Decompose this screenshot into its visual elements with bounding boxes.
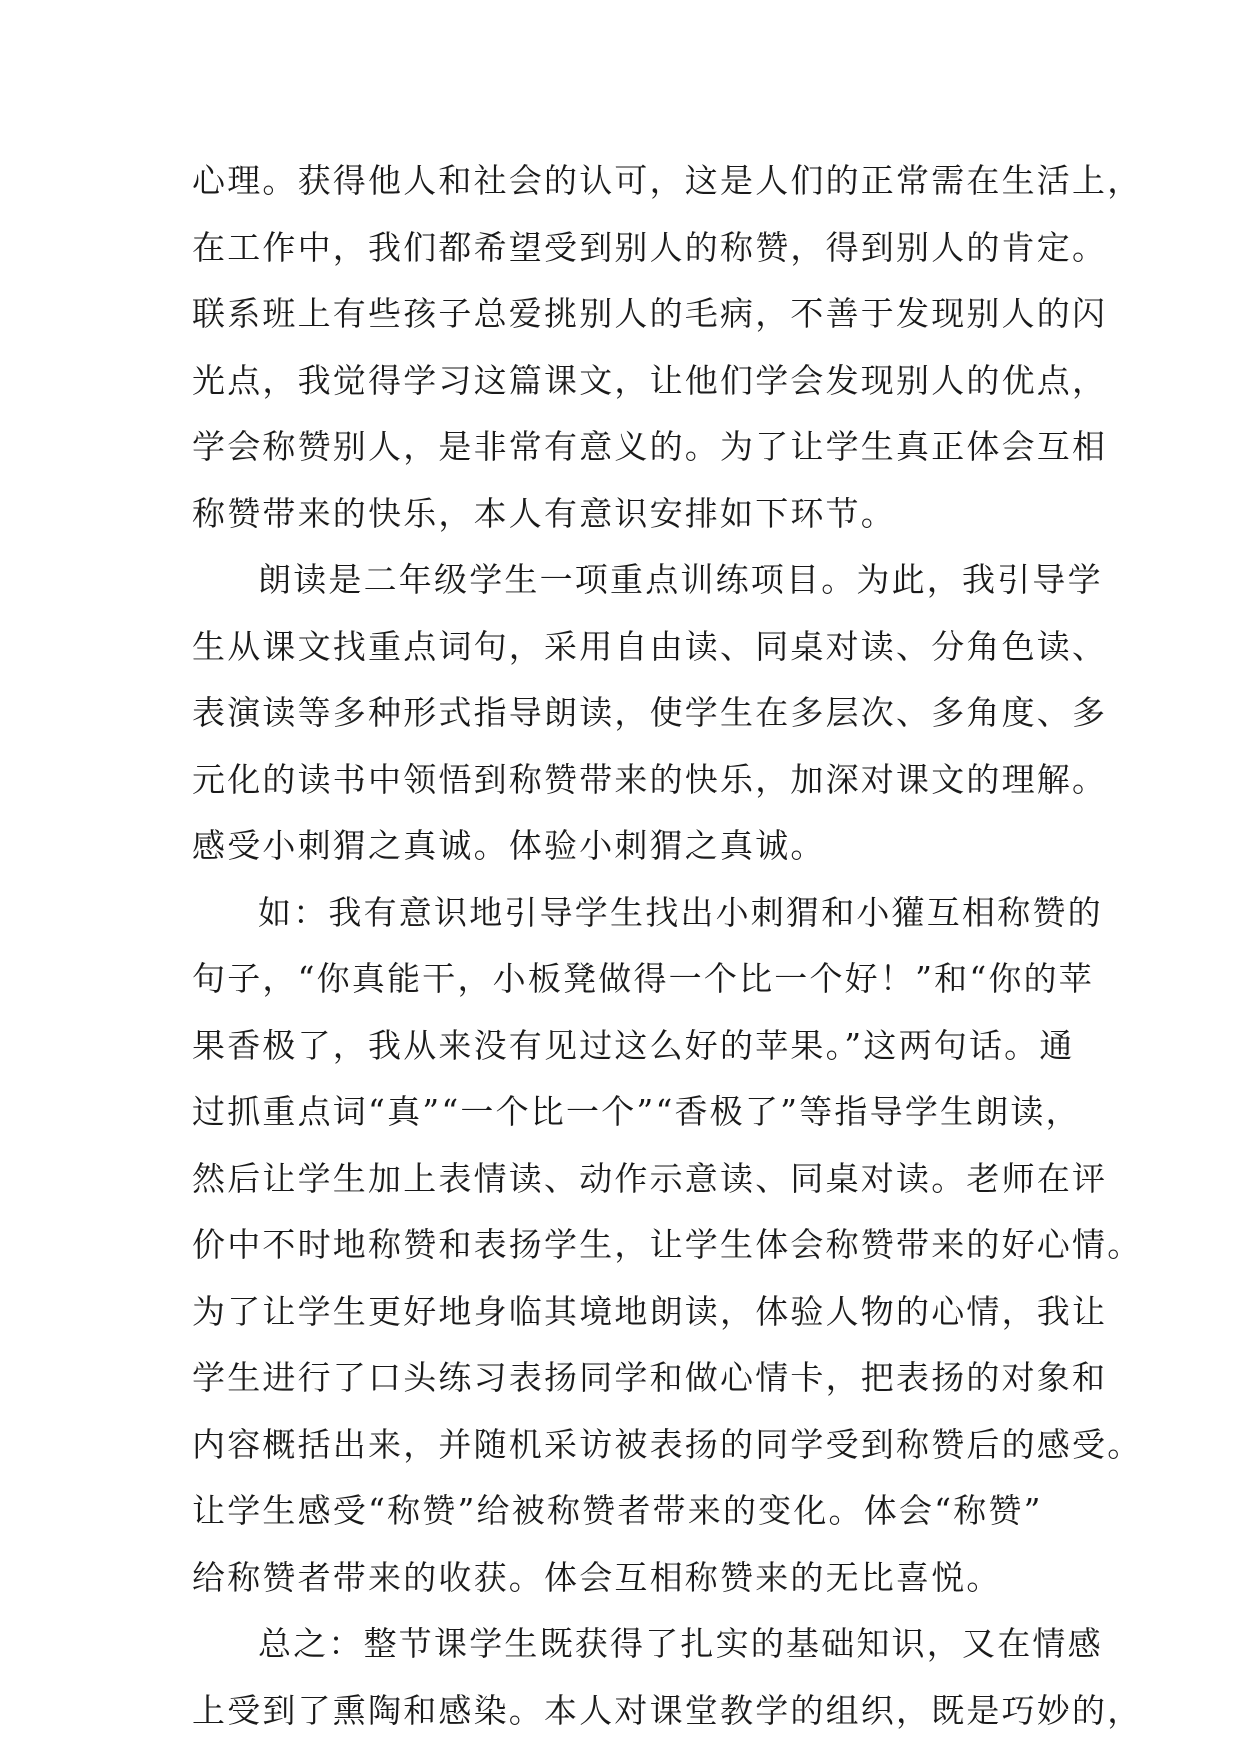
text-line: 元化的读书中领悟到称赞带来的快乐，加深对课文的理解。: [192, 759, 1108, 799]
text-line: 光点，我觉得学习这篇课文，让他们学会发现别人的优点，: [192, 360, 1108, 400]
text-line: 为了让学生更好地身临其境地朗读，体验人物的心情，我让: [192, 1291, 1108, 1331]
text-line: 如：我有意识地引导学生找出小刺猬和小獾互相称赞的: [258, 892, 1103, 932]
text-line: 让学生感受“称赞”给被称赞者带来的变化。体会“称赞”: [192, 1491, 1043, 1530]
paragraph-4: [192, 1611, 1143, 1744]
text-line: 学生进行了口头练习表扬同学和做心情卡，把表扬的对象和: [192, 1358, 1108, 1397]
text-line: 果香极了，我从来没有见过这么好的苹果。”这两句话。通: [192, 1025, 1075, 1065]
text-line: 学会称赞别人，是非常有意义的。为了让学生真正体会互相: [192, 427, 1108, 466]
text-line: 朗读是二年级学生一项重点训练项目。为此，我引导学: [258, 560, 1103, 599]
text-line: 生从课文找重点词句，采用自由读、同桌对读、分角色读、: [192, 626, 1108, 666]
text-line: 联系班上有些孩子总爱挑别人的毛病，不善于发现别人的闪: [192, 294, 1108, 333]
paragraph-3: [192, 880, 1143, 1612]
text-line: 然后让学生加上表情读、动作示意读、同桌对读。老师在评: [192, 1158, 1108, 1198]
text-line: 上受到了熏陶和感染。本人对课堂教学的组织，既是巧妙的，: [192, 1690, 1143, 1730]
text-line: 总之：整节课学生既获得了扎实的基础知识，又在情感: [258, 1624, 1103, 1663]
text-line: 句子，“你真能干，小板凳做得一个比一个好！”和“你的苹: [192, 959, 1095, 998]
text-line: 在工作中，我们都希望受到别人的称赞，得到别人的肯定。: [192, 227, 1108, 267]
text-line: 感受小刺猬之真诚。体验小刺猬之真诚。: [192, 826, 826, 865]
text-line: 价中不时地称赞和表扬学生，让学生体会称赞带来的好心情。: [192, 1225, 1143, 1264]
text-line: 给称赞者带来的收获。体会互相称赞来的无比喜悦。: [192, 1557, 1002, 1597]
text-line: 内容概括出来，并随机采访被表扬的同学受到称赞后的感受。: [192, 1424, 1143, 1464]
paragraph-1: [192, 148, 1143, 547]
paragraph-2: [192, 547, 1108, 880]
text-line: 表演读等多种形式指导朗读，使学生在多层次、多角度、多: [192, 693, 1108, 732]
body-text: [192, 148, 1143, 1744]
text-line: 称赞带来的快乐，本人有意识安排如下环节。: [192, 493, 896, 533]
text-line: 心理。获得他人和社会的认可，这是人们的正常需在生活上，: [192, 161, 1143, 200]
text-line: 过抓重点词“真”“一个比一个”“香极了”等指导学生朗读，: [192, 1092, 1081, 1131]
